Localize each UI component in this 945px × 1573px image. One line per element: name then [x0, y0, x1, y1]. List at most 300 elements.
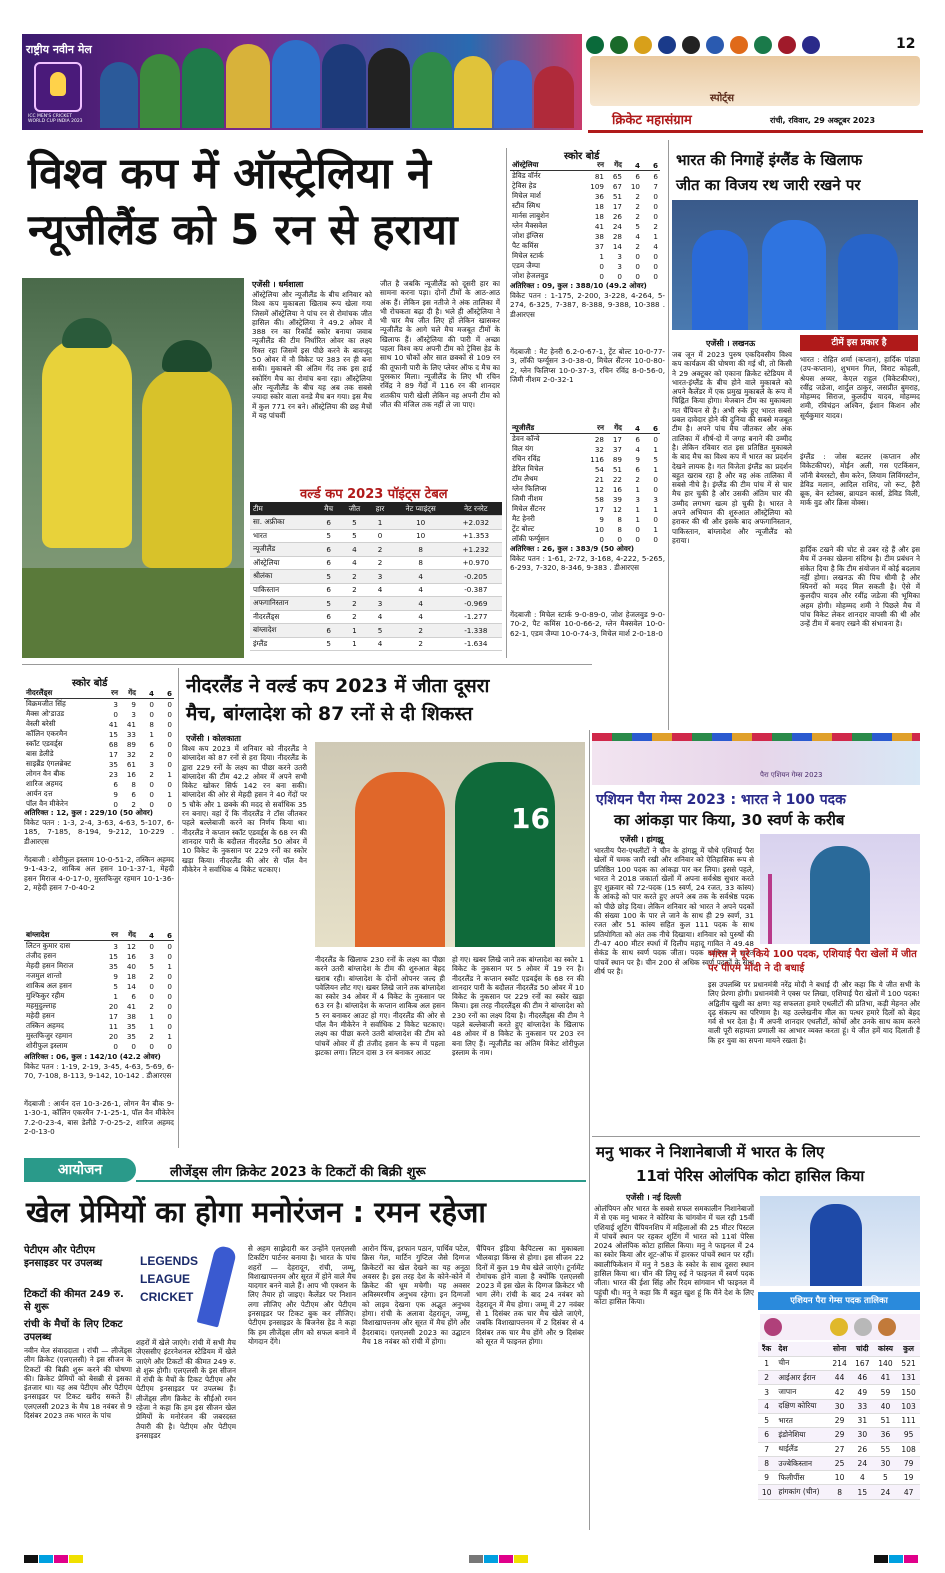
- stat-cell: 59: [874, 1385, 897, 1399]
- team-name: ऑस्ट्रेलिया: [510, 160, 588, 171]
- ned-scoreboard-title: स्कोर बोर्ड: [72, 678, 108, 689]
- stat-cell: 0: [635, 524, 640, 534]
- batting-row: [510, 464, 660, 474]
- stat-cell: 4: [341, 543, 369, 557]
- para-headline-line1: एशियन पैरा गेम्स 2023 : भारत ने 100 पदक: [596, 792, 846, 808]
- points-header-row: [250, 502, 502, 516]
- stat-cell: 0: [113, 709, 118, 719]
- india-headline-line1: भारत की निगाहें इंग्लैंड के खिलाफ: [676, 151, 863, 169]
- india-dateline: एजेंसी । लखनऊ: [706, 339, 756, 348]
- points-row: [250, 543, 502, 557]
- stat-cell: 26: [612, 211, 622, 221]
- team-name: न्यूजीलैंड: [250, 543, 317, 557]
- team-name: बांग्लादेश: [250, 624, 317, 638]
- column-header: जीत: [341, 502, 369, 516]
- batting-row: [510, 494, 660, 504]
- batting-row: [510, 534, 660, 544]
- stat-cell: 5: [341, 516, 369, 530]
- scoreboard-header-row: [510, 423, 660, 434]
- batting-row: [24, 759, 174, 769]
- stat-cell: 42: [828, 1385, 851, 1399]
- batsman-name: मैक्स ओ'डाउड: [26, 709, 65, 718]
- stat-cell: 0: [167, 971, 172, 981]
- stat-cell: 2: [341, 597, 369, 611]
- stat-cell: 30: [851, 1428, 874, 1442]
- stat-cell: 6: [317, 624, 341, 638]
- stat-cell: +2.032: [450, 516, 502, 530]
- team-name: ऑस्ट्रेलिया: [250, 556, 317, 570]
- stat-cell: 79: [897, 1456, 920, 1470]
- aus-players-photo: [22, 278, 244, 658]
- legends-col2: शहरों में खेले जाएंगे। रांची में सभी मैच जेएससीए इंटरनेशनल स्टेडियम में खेले जाएंगे और टिकटों की कीमत 249 रु. से शुरू होगी। एलएलसी के इस सीजन में रांची के मैचों के टिकट पेटीएम और पेटीएम इनसाइडर पर उपलब्ध हैं। लीजेंड्स लीग क्रिकेट के सीईओ रमन रहेजा ने कहा कि हम इस सीजन खेल प्रेमियों के मनोरंजन की जबरदस्त तैयारी की है। पेटीएम और पेटीएम इनसाइडर: [136, 1338, 236, 1440]
- stat-cell: 5: [368, 624, 391, 638]
- stat-cell: 111: [897, 1413, 920, 1427]
- medal-row: [758, 1356, 920, 1370]
- stat-cell: 0: [167, 1041, 172, 1051]
- batting-row: [510, 444, 660, 454]
- stat-cell: 49: [851, 1385, 874, 1399]
- stat-cell: 140: [874, 1356, 897, 1370]
- batting-row: [510, 504, 660, 514]
- country-name: चीन: [775, 1356, 828, 1370]
- stat-cell: 6: [635, 171, 640, 181]
- batsman-name: महेदी हसन: [26, 1011, 55, 1020]
- stat-cell: 9: [635, 454, 640, 464]
- stat-cell: 10: [594, 524, 604, 534]
- stat-cell: 3: [113, 941, 118, 951]
- stat-cell: 0: [167, 759, 172, 769]
- stat-cell: 9: [113, 789, 118, 799]
- stat-cell: 5: [149, 961, 154, 971]
- country-name: इंडोनेशिया: [775, 1428, 828, 1442]
- legends-col3: से अहम साझेदारी कर उन्होंने एलएलसी टिकटिंग पार्टनर बनाया है। भारत के पांच शहरों — देहरादून, रांची, जम्मू, विशाखापत्तनम और सूरत में होने वाले मैच यादगार बनने वाले हैं। आप भी एक्शन के लिए तैयार हो जाइए। कैलेंडर पर निशान लगा लीजिए और पेटीएम और पेटीएम इनसाइडर पर टिकट बुक कर लीजिए। पेटीएम इनसाइडर के बिजनेस हेड ने कहा कि हम लीजेंड्स लीग को सफल बनाने में योगदान देंगे।: [248, 1244, 356, 1346]
- stat-cell: 17: [108, 1011, 118, 1021]
- batting-row: [24, 991, 174, 1001]
- aus-extras: अतिरिक्त : 09, कुल : 388/10 (49.2 ओवर): [510, 281, 647, 290]
- stat-cell: 6: [317, 516, 341, 530]
- batsman-name: डेवन कॉन्वे: [512, 434, 540, 443]
- batsman-name: मुस्तफिजुर रहमान: [26, 1031, 73, 1040]
- stat-cell: 0: [635, 534, 640, 544]
- lead-col2: जीत है जबकि न्यूजीलैंड को दूसरी हार का सामना करना पड़ा। दोनों टीमों के आठ-आठ अंक हैं। लेकिन इस नतीजे ने अंक तालिका में भी रोचकता बढ़ा दी है। भले ही ऑस्ट्रेलिया ने भी चार मैच जीत लिए हों लेकिन खासकर न्यूजीलैंड के आगे चले मैच मजबूत टीमों के खिलाफ हैं। ऑस्ट्रेलिया की पारी में अच्छा पहला विश्व कप अपनी टीम को ट्रेविस हेड के साथ 10 चौकों और सात छक्कों से 109 रन की तूफानी पारी के लिए प्लेयर ऑफ द मैच का पुरस्कार मिला। न्यूजीलैंड के लिए भी रचिन रविंद्र ने 89 गेंदों में 116 रन की शानदार शतकीय पारी खेली लेकिन वह अपनी टीम को जीत की मंजिल तक नहीं ले जा पाए।: [380, 279, 500, 409]
- stat-cell: 17: [612, 201, 622, 211]
- legends-tag: आयोजन: [24, 1158, 136, 1182]
- batting-row: [510, 454, 660, 464]
- points-row: [250, 583, 502, 597]
- stat-cell: 51: [612, 464, 622, 474]
- stat-cell: 1: [599, 251, 604, 261]
- ban-extras: अतिरिक्त : 06, कुल : 142/10 (42.2 ओवर): [24, 1052, 161, 1061]
- country-name: थाईलैंड: [775, 1442, 828, 1456]
- column-header: नेट प्वाइंट्स: [392, 502, 450, 516]
- points-table: [250, 502, 502, 651]
- column-header: 6: [156, 930, 174, 941]
- stat-cell: 4: [392, 570, 450, 584]
- para-headline-line2: का आंकड़ा पार किया, 30 स्वर्ण के करीब: [614, 811, 845, 829]
- legends-side2: टिकटों की कीमत 249 रु. से शुरू: [24, 1289, 124, 1313]
- stat-cell: 23: [108, 769, 118, 779]
- section-title: क्रिकेट महासंग्राम: [612, 113, 692, 128]
- ban-dateline: एजेंसी । कोलकाता: [186, 734, 241, 743]
- batting-row: [24, 1011, 174, 1021]
- stat-cell: 2: [635, 241, 640, 251]
- batsman-name: विल यंग: [512, 444, 534, 453]
- stat-cell: 1: [167, 1031, 172, 1041]
- stat-cell: 95: [897, 1428, 920, 1442]
- team-name: पाकिस्तान: [250, 583, 317, 597]
- stat-cell: 0: [653, 251, 658, 261]
- stat-cell: 4: [392, 610, 450, 624]
- stat-cell: 1: [368, 516, 391, 530]
- country-name: भारत: [775, 1413, 828, 1427]
- stat-cell: 3: [149, 951, 154, 961]
- flag-icon: [634, 36, 652, 54]
- stat-cell: 0: [167, 719, 172, 729]
- stat-cell: 0: [167, 779, 172, 789]
- stat-cell: 67: [612, 181, 622, 191]
- stat-cell: 103: [897, 1399, 920, 1413]
- stat-cell: 214: [828, 1356, 851, 1370]
- squad-england: इंग्लैंड : जोस बटलर (कप्तान और विकेटकीपर), मोईन अली, गस एटकिंसन, जॉनी बेयरस्टो, सैम करेन, लियाम लिविंगस्टोन, डेविड मलान, आदिल राशिद, जो रूट, हैरी ब्रूक, बेन स्टोक्स, ब्रायडन कार्स, डेविड विली, मार्क वुड और क्रिस वोक्स।: [800, 452, 920, 508]
- stat-cell: 0: [167, 1001, 172, 1011]
- ban-headline-line2: मैच, बांग्लादेश को 87 रनों से दी शिकस्त: [186, 703, 473, 725]
- stat-cell: 0: [149, 779, 154, 789]
- stat-cell: 1: [149, 1021, 154, 1031]
- stat-cell: 6: [131, 789, 136, 799]
- batsman-name: नजमुल शान्तो: [26, 971, 62, 980]
- batting-row: [510, 211, 660, 221]
- scoreboard-aus: [510, 160, 660, 281]
- stat-cell: 15: [108, 729, 118, 739]
- stat-cell: 89: [612, 454, 622, 464]
- stat-cell: 0: [149, 709, 154, 719]
- batting-row: [510, 271, 660, 281]
- stat-cell: 0: [653, 474, 658, 484]
- stat-cell: 2: [635, 211, 640, 221]
- stat-cell: 10: [828, 1471, 851, 1485]
- batting-row: [510, 484, 660, 494]
- stat-cell: 4: [635, 231, 640, 241]
- stat-cell: 18: [594, 211, 604, 221]
- stadium-banner: [590, 56, 920, 106]
- stat-cell: 26: [851, 1442, 874, 1456]
- stat-cell: 2: [341, 583, 369, 597]
- india-headline-line2: जीत का विजय रथ जारी रखने पर: [676, 176, 861, 194]
- team-name: भारत: [250, 529, 317, 543]
- batting-row: [24, 1031, 174, 1041]
- points-row: [250, 637, 502, 651]
- stat-cell: 4: [368, 637, 391, 651]
- stat-cell: 6: [317, 556, 341, 570]
- batting-row: [24, 1041, 174, 1051]
- points-row: [250, 529, 502, 543]
- stat-cell: 6: [317, 543, 341, 557]
- batsman-name: पॉल वैन मीकेरेन: [26, 799, 68, 808]
- stat-cell: 0: [167, 749, 172, 759]
- batsman-name: लॉकी फर्ग्यूसन: [512, 534, 549, 543]
- batting-row: [24, 961, 174, 971]
- stat-cell: 51: [612, 191, 622, 201]
- legends-side1: पेटीएम और पेटीएम इनसाइडर पर उपलब्ध: [24, 1245, 103, 1269]
- stat-cell: +0.970: [450, 556, 502, 570]
- column-header: रैंक: [758, 1342, 775, 1356]
- column-header: 6: [642, 160, 660, 171]
- stat-cell: 18: [594, 201, 604, 211]
- india-team-photo: [672, 200, 918, 330]
- stat-cell: 1: [635, 484, 640, 494]
- column-header: 4: [138, 930, 156, 941]
- medal-row: [758, 1456, 920, 1470]
- stat-cell: 0: [167, 991, 172, 1001]
- stat-cell: 2: [149, 769, 154, 779]
- batsman-name: रचिन रविंद्र: [512, 454, 541, 463]
- batsman-name: शोरीफुल इस्लाम: [26, 1041, 68, 1050]
- stat-cell: 9: [758, 1471, 775, 1485]
- scoreboard-title: स्कोर बोर्ड: [564, 151, 600, 162]
- batting-row: [510, 221, 660, 231]
- stat-cell: 116: [590, 454, 604, 464]
- column-header: कुल: [897, 1342, 920, 1356]
- stat-cell: 0: [167, 739, 172, 749]
- column-header: देश: [775, 1342, 828, 1356]
- batting-row: [24, 749, 174, 759]
- batsman-name: मुश्फिकुर रहीम: [26, 991, 65, 1000]
- team-name: नीदरलैंड्स: [24, 688, 102, 699]
- stat-cell: 0: [149, 1041, 154, 1051]
- games-logo-icon: [764, 1318, 782, 1336]
- stat-cell: 2: [635, 201, 640, 211]
- ned-bowling: गेंदबाजी : शोरीफुल इस्लाम 10-0-51-2, तस्किन अहमद 9-1-43-2, शाकिब अल हसन 10-1-37-1, मेहदी हसन मिराज 4-0-17-0, मुस्तफिजुर रहमान 10-1-36-2, महेदी हसन 7-0-40-2: [24, 855, 174, 892]
- stat-cell: 24: [612, 221, 622, 231]
- page-number: 12: [896, 36, 916, 52]
- stat-cell: 17: [108, 749, 118, 759]
- batsman-name: आर्यन दत्त: [26, 789, 53, 798]
- stat-cell: 28: [594, 434, 604, 444]
- lead-headline-line2: न्यूजीलैंड को 5 रन से हराया: [28, 205, 458, 254]
- batting-row: [510, 231, 660, 241]
- batting-row: [24, 739, 174, 749]
- aus-bowling: गेंदबाजी : मैट हेनरी 6.2-0-67-1, ट्रेंट बोल्ट 10-0-77-3, लॉकी फर्ग्यूसन 3-0-38-0, मिचेल सैंटनर 10-0-80-2, ग्लेन फिलिप्स 10-0-37-3, रचिन रविंद्र 8-0-56-0, जिमी नीशम 2-0-32-1: [510, 347, 665, 384]
- stat-cell: 0: [131, 1041, 136, 1051]
- batting-row: [510, 261, 660, 271]
- stat-cell: 1: [635, 514, 640, 524]
- legends-subheadline: लीजेंड्स लीग क्रिकेट 2023 के टिकटों की बिक्री शुरू: [170, 1165, 426, 1180]
- column-header: कांस्य: [874, 1342, 897, 1356]
- batting-row: [24, 729, 174, 739]
- batsman-name: लोगन वैन बीक: [26, 769, 65, 778]
- world-cup-logo: [34, 62, 82, 112]
- gold-medal-icon: [830, 1318, 848, 1336]
- stat-cell: -0.205: [450, 570, 502, 584]
- stat-cell: 44: [828, 1371, 851, 1385]
- batsman-name: एडम जैम्पा: [512, 261, 540, 270]
- column-header: 4: [624, 160, 642, 171]
- column-header: सोना: [828, 1342, 851, 1356]
- stat-cell: 3: [131, 709, 136, 719]
- column-header: रन: [102, 688, 120, 699]
- ban-bowling: गेंदबाजी : आर्यन दत्त 10-3-26-1, लोगन वैन बीक 9-1-30-1, कॉलिन एकरमैन 7-1-25-1, पॉल वैन मीकेरेन 7.2-0-23-4, बास डेलीडे 7-0-25-2, शारिज अहमद 2-0-13-0: [24, 1099, 174, 1136]
- points-row: [250, 624, 502, 638]
- column-header: हार: [368, 502, 391, 516]
- lead-headline-line1: विश्व कप में ऑस्ट्रेलिया ने: [28, 149, 431, 199]
- batting-row: [24, 779, 174, 789]
- stat-cell: 3: [653, 494, 658, 504]
- column-header: गेंद: [606, 160, 624, 171]
- stat-cell: 68: [108, 739, 118, 749]
- silver-medal-icon: [854, 1318, 872, 1336]
- batsman-name: जोश इंग्लिस: [512, 231, 544, 240]
- stat-cell: 3: [635, 494, 640, 504]
- stat-cell: 12: [126, 941, 136, 951]
- stat-cell: 31: [851, 1413, 874, 1427]
- stat-cell: 8: [828, 1485, 851, 1499]
- stat-cell: 15: [108, 951, 118, 961]
- stat-cell: 81: [594, 171, 604, 181]
- batsman-name: डेरिल मिचेल: [512, 464, 544, 473]
- batsman-name: ट्रेंट बोल्ट: [512, 524, 535, 533]
- stat-cell: 10: [630, 181, 640, 191]
- stat-cell: 108: [897, 1442, 920, 1456]
- team-name: श्रीलंका: [250, 570, 317, 584]
- stat-cell: 27: [828, 1442, 851, 1456]
- ban-col1: विश्व कप 2023 में शनिवार को नीदरलैंड ने बांग्लादेश को 87 रनों से हरा दिया। नीदरलैंड के द्वारा 229 रनों के लक्ष्य का पीछा करने उतरी बांग्लादेश की टीम 42.2 ओवर में अपने सभी विकेट खोकर सिर्फ 142 रन बना सकी। बांग्लादेश की ओर से मेहदी हसन ने 40 गेंदों पर 5 चौके और 1 छक्के की मदद से सर्वाधिक 35 रन बनाए। वहां दें कि नीदरलैंड ने टॉस जीतकर पहले बल्लेबाजी करने का निर्णय किया था। नीदरलैंड ने कप्तान स्कॉट एडवर्ड्स के 68 रन की शानदार पारी के बदौलत नीदरलैंड 50 ओवर में 10 विकेट के नुकसान पर 229 रनों का स्कोर खड़ा किया। नीदरलैंड की ओर से पॉल वैन मीकेरेन ने सर्वाधिक 4 विकेट चटकाए।: [182, 744, 307, 874]
- pm-body: इस उपलब्धि पर प्रधानमंत्री नरेंद्र मोदी ने बधाई दी और कहा कि ये जीत सभी के लिए प्रेरणा होगी। प्रधानमंत्री ने एक्स पर लिखा, एशियाई पैरा खेलों में 100 पदक! अद्वितीय खुशी का क्षण! यह सफलता हमारे एथलीटों की प्रतिभा, कड़ी मेहनत और दृढ़ संकल्प का परिणाम है। यह उल्लेखनीय मील का पत्थर हमारे दिलों को बेहद गर्व से भर देता है। मैं अपनी शानदार एथलीटों, कोचों और उनके साथ काम करने वाली पूरी सहायता प्रणाली का आभार व्यक्त करता हूं। ये जीत हमें याद दिलाती हैं कि हर युवा का सपना मायने रखता है।: [708, 980, 920, 1045]
- stat-cell: 32: [594, 444, 604, 454]
- batsman-name: तंजीद हसन: [26, 951, 57, 960]
- medal-row: [758, 1428, 920, 1442]
- stat-cell: -1.634: [450, 637, 502, 651]
- batsman-name: डेविड वॉर्नर: [512, 171, 541, 180]
- stat-cell: 1: [167, 769, 172, 779]
- stat-cell: 8: [392, 543, 450, 557]
- column-header: नेट रनरेट: [450, 502, 502, 516]
- ned-fow: विकेट पतन : 1-3, 2-4, 3-63, 4-63, 5-107, 6-185, 7-185, 8-194, 9-212, 10-229 . डीआरएस: [24, 818, 174, 846]
- batsman-name: बास डेलीडे: [26, 749, 54, 758]
- points-row: [250, 516, 502, 530]
- stat-cell: 35: [126, 1021, 136, 1031]
- medal-row: [758, 1442, 920, 1456]
- para-banner-text: पैरा एशियन गेम्स 2023: [760, 771, 823, 779]
- stat-cell: -0.387: [450, 583, 502, 597]
- column-header: मैच: [317, 502, 341, 516]
- batsman-name: मैट हेनरी: [512, 514, 535, 523]
- medal-row: [758, 1385, 920, 1399]
- stat-cell: 4: [653, 241, 658, 251]
- manu-headline-line2: 11वां पेरिस ओलंपिक कोटा हासिल किया: [636, 1167, 865, 1185]
- stat-cell: 2: [392, 637, 450, 651]
- batting-row: [24, 709, 174, 719]
- batting-row: [510, 241, 660, 251]
- stat-cell: 18: [126, 971, 136, 981]
- players-banner: [100, 40, 578, 128]
- stat-cell: 3: [617, 251, 622, 261]
- stat-cell: 2: [131, 799, 136, 809]
- batsman-name: स्कॉट एडवर्ड्स: [26, 739, 63, 748]
- stat-cell: 0: [653, 434, 658, 444]
- stat-cell: 1: [149, 1011, 154, 1021]
- india-body: जब जून में 2023 पुरुष एकदिवसीय विश्व कप कार्यक्रम की घोषणा की गई थी, तो किसी ने 29 अक्टूबर को एकाना क्रिकेट स्टेडियम में भारत-इंग्लैंड के बीच होने वाले मुकाबले को अपने कैलेंडर में एक प्रमुख मुकाबले के रूप में चिह्नित किया होगा। मेजबान टीम का मुकाबला गत चैंपियन से है। अभी रुके हुए भारत सबसे प्रबल दावेदार होने की दुनिया की सबसे मजबूत टीम है। अपने पांच मैच जीतकर और अंक तालिका में शीर्ष-दो में जगह बनाने की उम्मीद है। लेकिन रविवार रात इस प्रतिष्ठित मुकाबले के बाद मैच का विश्व कप में भारत का प्रदर्शन देखने लायक है। गत विजेता इंग्लैंड का प्रदर्शन बहुत खराब रहा है और वह अंक तालिका में सबसे नीचे है। इंग्लैंड की टीम पांच में से चार मैच हार चुकी है और उसकी अंतिम चार की उम्मीद लगभग खत्म हो चुकी है। भारत ने अपने अभियान की शुरुआत ऑस्ट्रेलिया को हराकर की थी और इसके बाद अफगानिस्तान, पाकिस्तान, बांग्लादेश और न्यूजीलैंड को हराया।: [672, 350, 792, 545]
- stat-cell: 6: [131, 991, 136, 1001]
- points-row: [250, 556, 502, 570]
- stat-cell: 32: [126, 749, 136, 759]
- stat-cell: 0: [653, 201, 658, 211]
- legends-col5: चैंपियन इंडिया कैपिटल्स का मुकाबला भीलवाड़ा किंग्स से होगा। इस सीजन 22 दिनों में कुल 19 मैच खेले जाएंगे। टूर्नामेंट रोमांचक होने वाला है क्योंकि एलएलसी 2023 में इस खेल के दिग्गज क्रिकेटर भी भाग लेंगे। रांची के बाद 24 नवंबर को देहरादून में मैच होगा। जम्मू में 27 नवंबर से 1 दिसंबर तक चार मैच खेले जाएंगे, जबकि विशाखापत्तनम में 2 दिसंबर से 4 दिसंबर तक चार मैच होंगे और 9 दिसंबर को सूरत में फाइनल होगा।: [476, 1244, 584, 1346]
- para-banner: [592, 733, 920, 785]
- manu-body: ओलंपियन और भारत के सबसे सफल समकालीन निशानेबाजों में से एक मनु भाकर ने कोरिया के चांगवोन में चल रही 15वीं एशियाई शूटिंग चैंपियनशिप में महिलाओं की 25 मीटर पिस्टल में पांचवें स्थान पर रहकर शूटिंग में भारत को 11वां पेरिस 2024 ओलंपिक कोटा हासिल किया। मनु ने फाइनल में 24 का स्कोर किया और शूट-ऑफ में हारकर पांचवें स्थान पर रहीं। क्वालीफिकेशन में मनु ने 583 के स्कोर के साथ दूसरा स्थान हासिल किया था। चीन की लियू रुई ने फाइनल में स्वर्ण पदक जीता। भारत की ईशा सिंह और रिदम सांगवान भी फाइनल में पहुंची थी। मनु ने कहा कि मैं बहुत खुश हूं कि मैंने देश के लिए कोटा हासिल किया।: [594, 1204, 754, 1306]
- country-name: दक्षिण कोरिया: [775, 1399, 828, 1413]
- stat-cell: 17: [594, 504, 604, 514]
- batsman-name: लिटन कुमार दास: [26, 941, 71, 950]
- scoreboard-header-row: [24, 688, 174, 699]
- stat-cell: 131: [897, 1371, 920, 1385]
- nz-bowling: गेंदबाजी : मिचेल स्टार्क 9-0-89-0, जोश हेजलवुड 9-0-70-2, पैट कमिंस 10-0-66-2, ग्लेन मैक्सवेल 10-0-62-1, एडम जैम्पा 10-0-74-3, मिचेल मार्श 2-0-18-0: [510, 610, 665, 638]
- stat-cell: 12: [594, 484, 604, 494]
- stat-cell: 25: [828, 1456, 851, 1470]
- stat-cell: 37: [612, 444, 622, 454]
- batsman-name: टॉम लैथम: [512, 474, 538, 483]
- stat-cell: 8: [131, 779, 136, 789]
- stat-cell: 41: [126, 1001, 136, 1011]
- stat-cell: +1.232: [450, 543, 502, 557]
- stat-cell: 36: [594, 191, 604, 201]
- team-name: इंग्लैंड: [250, 637, 317, 651]
- stat-cell: 5: [341, 529, 369, 543]
- batting-row: [510, 434, 660, 445]
- stat-cell: 10: [392, 516, 450, 530]
- batsman-name: कॉलिन एकरमैन: [26, 729, 68, 738]
- batsman-name: मिचेल मार्श: [512, 191, 541, 200]
- stat-cell: 19: [897, 1471, 920, 1485]
- stat-cell: 38: [126, 1011, 136, 1021]
- stat-cell: 5: [317, 529, 341, 543]
- batsman-name: ग्लेन मैक्सवेल: [512, 221, 548, 230]
- ban-headline-line1: नीदरलैंड ने वर्ल्ड कप 2023 में जीता दूसरा: [186, 675, 490, 697]
- stat-cell: -0.969: [450, 597, 502, 611]
- stat-cell: 0: [167, 799, 172, 809]
- team-flags-strip: [586, 36, 891, 52]
- ned-extras: अतिरिक्त : 12, कुल : 229/10 (50 ओवर): [24, 808, 154, 817]
- stat-cell: 20: [108, 1001, 118, 1011]
- stat-cell: 0: [149, 789, 154, 799]
- stat-cell: 5: [635, 221, 640, 231]
- stat-cell: 2: [653, 221, 658, 231]
- stat-cell: 0: [599, 534, 604, 544]
- stat-cell: 29: [828, 1413, 851, 1427]
- stat-cell: -1.277: [450, 610, 502, 624]
- batting-row: [24, 951, 174, 961]
- batsman-name: जिमी नीशम: [512, 494, 543, 503]
- stat-cell: 2: [149, 749, 154, 759]
- stat-cell: 54: [594, 464, 604, 474]
- stat-cell: 15: [851, 1485, 874, 1499]
- column-header: गेंद: [120, 688, 138, 699]
- stat-cell: 4: [635, 444, 640, 454]
- stat-cell: 2: [368, 543, 391, 557]
- flag-icon: [778, 36, 796, 54]
- batsman-name: ट्रेविस हेड: [512, 181, 537, 190]
- stat-cell: 0: [653, 211, 658, 221]
- batting-row: [510, 251, 660, 261]
- stat-cell: 16: [126, 951, 136, 961]
- medal-header-row: [758, 1342, 920, 1356]
- scoreboard-header-row: [510, 160, 660, 171]
- stat-cell: 1: [653, 231, 658, 241]
- stat-cell: 1: [149, 729, 154, 739]
- squads-box-title: टीमें इस प्रकार है: [800, 335, 918, 351]
- manu-headline-line1: मनु भाकर ने निशानेबाजी में भारत के लिए: [596, 1143, 825, 1161]
- stat-cell: 2: [368, 556, 391, 570]
- stat-cell: 14: [612, 241, 622, 251]
